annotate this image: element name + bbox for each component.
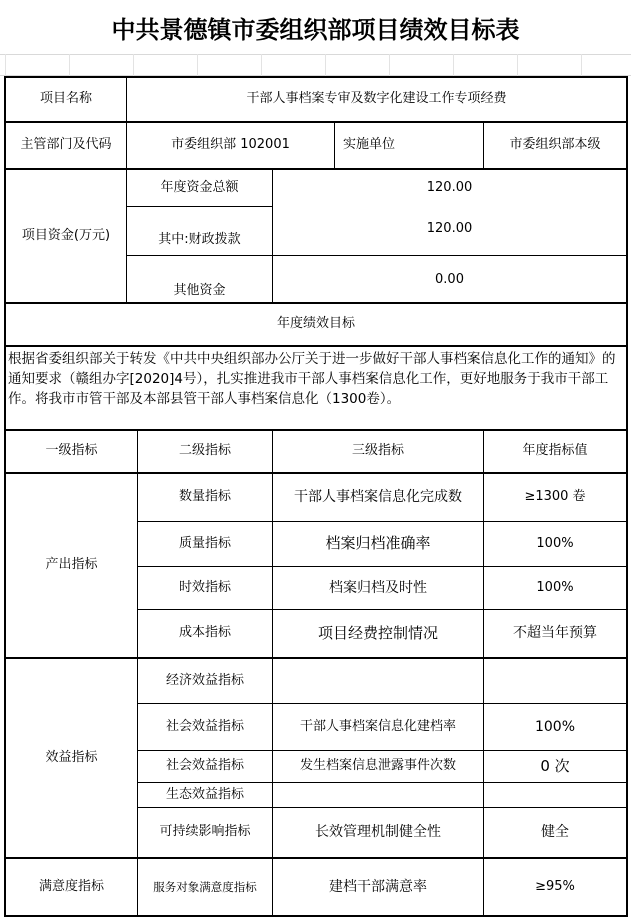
benefit-row-1-level2: 经济效益指标 (165, 672, 244, 688)
benefit-row-3-value: 0 次 (540, 756, 570, 775)
project-name-value: 干部人事档案专审及数字化建设工作专项经费 (246, 91, 507, 107)
funds-total-label: 年度资金总额 (160, 179, 239, 195)
header-value: 年度指标值 (522, 443, 588, 459)
benefit-row-5-level2: 可持续影响指标 (159, 824, 251, 840)
satisfaction-row-1-level3: 建档干部满意率 (329, 878, 427, 895)
benefit-row-4-level2: 生态效益指标 (165, 786, 244, 802)
output-row-1-level2: 数量指标 (178, 489, 231, 505)
benefit-row-2-level3: 干部人事档案信息化建档率 (299, 718, 456, 734)
header-level2: 二级指标 (178, 443, 231, 459)
project-name-label: 项目名称 (39, 91, 92, 107)
funds-total-value: 120.00 (426, 179, 473, 195)
satisfaction-row-1-value: ≥95% (535, 878, 575, 894)
benefit-row-1-level3 (273, 659, 483, 703)
benefit-row-5-level3: 长效管理机制健全性 (315, 824, 441, 841)
page-title: 中共景德镇市委组织部项目绩效目标表 (111, 14, 520, 44)
dept-label: 主管部门及代码 (20, 137, 112, 153)
goal-text: 根据省委组织部关于转发《中共中央组织部办公厅关于进一步做好干部人事档案信息化工作的通知》的通知要求（赣组办字[2020]4号），扎实推进我市干部人事档案信息化工作，更好地服务于我市干部工作。将我市市管干部及本部县管干部人事档案信息化（1300卷）。 (8, 351, 616, 407)
satisfaction-row-1-level2: 服务对象满意度指标 (153, 879, 257, 894)
output-row-2-level2: 质量指标 (178, 535, 231, 551)
funds-fiscal-value: 120.00 (426, 221, 473, 236)
benefit-row-2-level2: 社会效益指标 (165, 718, 244, 734)
header-level3: 三级指标 (351, 443, 404, 459)
group-satisfaction-label: 满意度指标 (38, 878, 104, 894)
output-row-3-level3: 档案归档及时性 (329, 579, 427, 596)
output-row-4-level2: 成本指标 (178, 625, 231, 641)
output-row-3-value: 100% (536, 579, 574, 595)
funds-other-label: 其他资金 (173, 283, 226, 299)
benefit-row-3-level2: 社会效益指标 (165, 758, 244, 774)
impl-label: 实施单位 (343, 137, 396, 153)
impl-value: 市委组织部本级 (509, 137, 601, 153)
group-benefit-label: 效益指标 (45, 749, 98, 765)
funds-other-value: 0.00 (435, 272, 464, 287)
benefit-row-3-level3: 发生档案信息泄露事件次数 (299, 758, 456, 774)
output-row-4-level3: 项目经费控制情况 (317, 623, 438, 642)
funds-fiscal-label: 其中:财政拨款 (158, 232, 241, 248)
output-row-4-value: 不超当年预算 (513, 625, 597, 642)
header-level1: 一级指标 (45, 443, 98, 459)
output-row-1-value: ≥1300 卷 (524, 489, 586, 505)
output-row-3-level2: 时效指标 (178, 579, 231, 595)
benefit-row-1-value (484, 659, 626, 703)
output-row-1-level3: 干部人事档案信息化完成数 (294, 489, 462, 506)
group-output-label: 产出指标 (45, 557, 98, 573)
benefit-row-4-value (484, 783, 626, 807)
funds-label: 项目资金(万元) (21, 227, 111, 243)
benefit-row-2-value: 100% (534, 718, 576, 735)
benefit-row-5-value: 健全 (541, 824, 569, 841)
dept-value: 市委组织部 102001 (171, 137, 290, 153)
benefit-row-4-level3 (273, 783, 483, 807)
output-row-2-level3: 档案归档准确率 (325, 534, 431, 553)
spreadsheet-gridlines (0, 54, 631, 76)
goal-label: 年度绩效目标 (276, 316, 355, 332)
output-row-2-value: 100% (536, 535, 574, 551)
